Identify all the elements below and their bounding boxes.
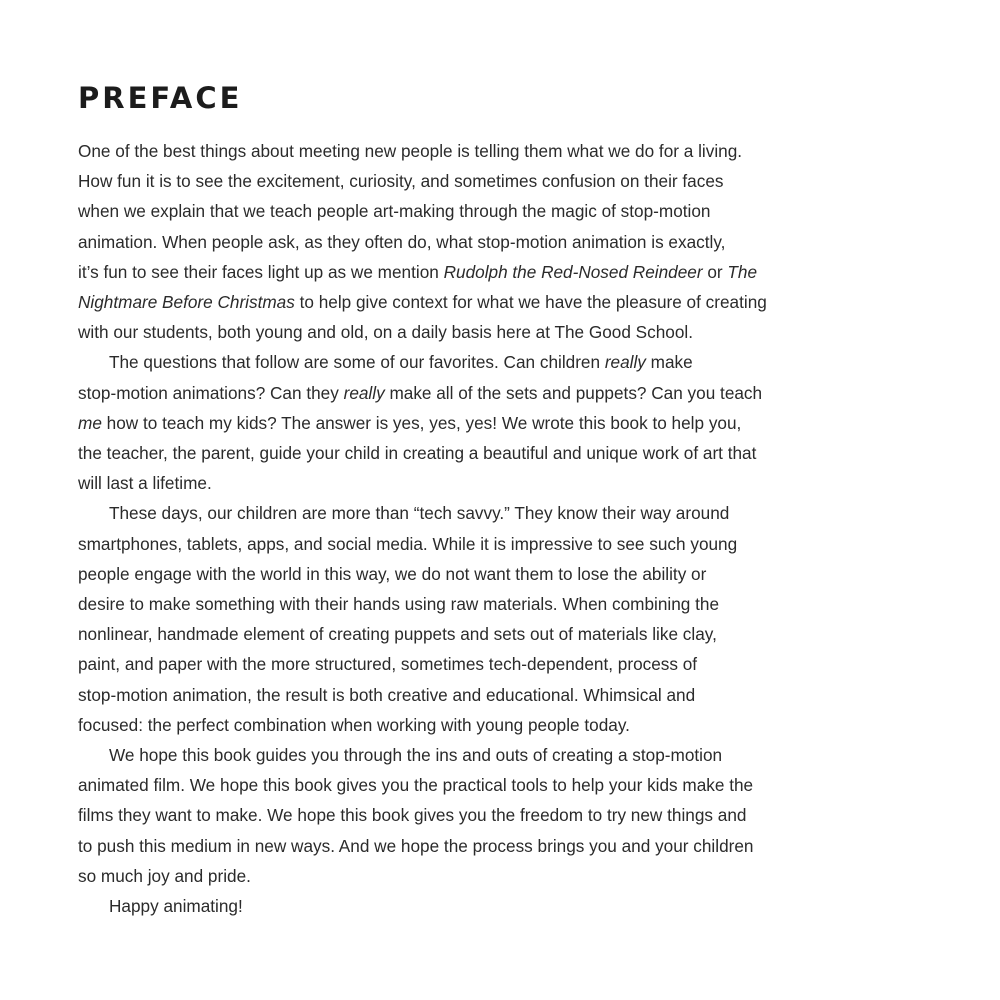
- text-line: [78, 257, 838, 287]
- text-line: [78, 287, 838, 317]
- text-line: [78, 589, 838, 619]
- text-run: smartphones, tablets, apps, and social media. While it is impressive to see such young: [78, 533, 738, 554]
- paragraph: [78, 740, 838, 891]
- text-run: We hope this book guides you through the ins and outs of creating a stop-motion: [109, 745, 723, 766]
- text-line: [78, 408, 838, 438]
- text-run: How fun it is to see the excitement, curiosity, and sometimes confusion on their faces: [78, 171, 724, 192]
- text-line: [78, 378, 838, 408]
- text-line: [78, 619, 838, 649]
- text-run: so much joy and pride.: [78, 865, 251, 886]
- text-line: [78, 861, 838, 891]
- paragraph: [78, 136, 838, 347]
- paragraph: [78, 347, 838, 498]
- text-run: The questions that follow are some of our favorites. Can children: [109, 352, 605, 373]
- text-run: One of the best things about meeting new people is telling them what we do for a living.: [78, 141, 743, 161]
- paragraph: [78, 891, 838, 921]
- text-line: [78, 710, 838, 740]
- text-line: [78, 227, 838, 257]
- text-run: nonlinear, handmade element of creating puppets and sets out of materials like clay,: [78, 624, 717, 645]
- text-run: animated film. We hope this book gives you the practical tools to help your kids make the: [78, 775, 754, 796]
- text-line: [78, 317, 838, 347]
- italic-title: really: [343, 382, 385, 403]
- text-line: [78, 891, 838, 921]
- text-line: [78, 559, 838, 589]
- text-line: [78, 529, 838, 559]
- text-run: animation. When people ask, as they often do, what stop-motion animation is exactly,: [78, 231, 726, 252]
- text-run: desire to make something with their hands using raw materials. When combining the: [78, 594, 720, 615]
- text-line: [78, 498, 838, 528]
- preface-page: [78, 80, 838, 921]
- italic-title: Nightmare Before Christmas: [78, 292, 295, 313]
- text-line: [78, 166, 838, 196]
- text-line: [78, 770, 838, 800]
- text-run: how to teach my kids? The answer is yes, yes, yes! We wrote this book to help you,: [101, 412, 742, 433]
- page-title: PREFACE: [78, 81, 243, 115]
- text-run: when we explain that we teach people art-making through the magic of stop-motion: [78, 201, 711, 222]
- text-run: stop-motion animations? Can they: [78, 382, 344, 403]
- text-line: [78, 468, 838, 498]
- text-line: [78, 800, 838, 830]
- paragraph: [78, 498, 838, 740]
- text-run: stop-motion animation, the result is both creative and educational. Whimsical and: [78, 684, 696, 705]
- text-run: paint, and paper with the more structured, sometimes tech-dependent, process of: [78, 654, 698, 675]
- text-line: [78, 649, 838, 679]
- text-run: with our students, both young and old, on a daily basis here at The Good School.: [78, 322, 694, 343]
- italic-title: Rudolph the Red-Nosed Reindeer: [443, 261, 703, 282]
- text-run: Happy animating!: [109, 896, 243, 917]
- text-run: people engage with the world in this way, we do not want them to lose the ability or: [78, 563, 707, 584]
- text-line: [78, 196, 838, 226]
- text-line: [78, 347, 838, 377]
- text-line: [78, 438, 838, 468]
- text-run: will last a lifetime.: [78, 473, 212, 494]
- italic-title: The: [727, 261, 758, 282]
- text-run: or: [702, 261, 728, 282]
- italic-title: really: [604, 352, 646, 373]
- text-line: [78, 831, 838, 861]
- text-run: films they want to make. We hope this book gives you the freedom to try new things and: [78, 805, 747, 826]
- preface-body: [78, 136, 838, 921]
- text-run: These days, our children are more than “tech savvy.” They know their way around: [109, 503, 730, 524]
- text-run: to push this medium in new ways. And we hope the process brings you and your children: [78, 835, 754, 856]
- text-run: to help give context for what we have the pleasure of creating: [294, 292, 767, 313]
- italic-title: me: [78, 412, 102, 433]
- text-line: [78, 680, 838, 710]
- text-line: [78, 136, 838, 166]
- text-line: [78, 740, 838, 770]
- text-run: make: [645, 352, 693, 373]
- text-run: the teacher, the parent, guide your child in creating a beautiful and unique work of art that: [78, 443, 757, 464]
- text-run: it’s fun to see their faces light up as we mention: [78, 261, 444, 282]
- text-run: focused: the perfect combination when working with young people today.: [78, 714, 630, 735]
- text-run: make all of the sets and puppets? Can you teach: [384, 382, 763, 403]
